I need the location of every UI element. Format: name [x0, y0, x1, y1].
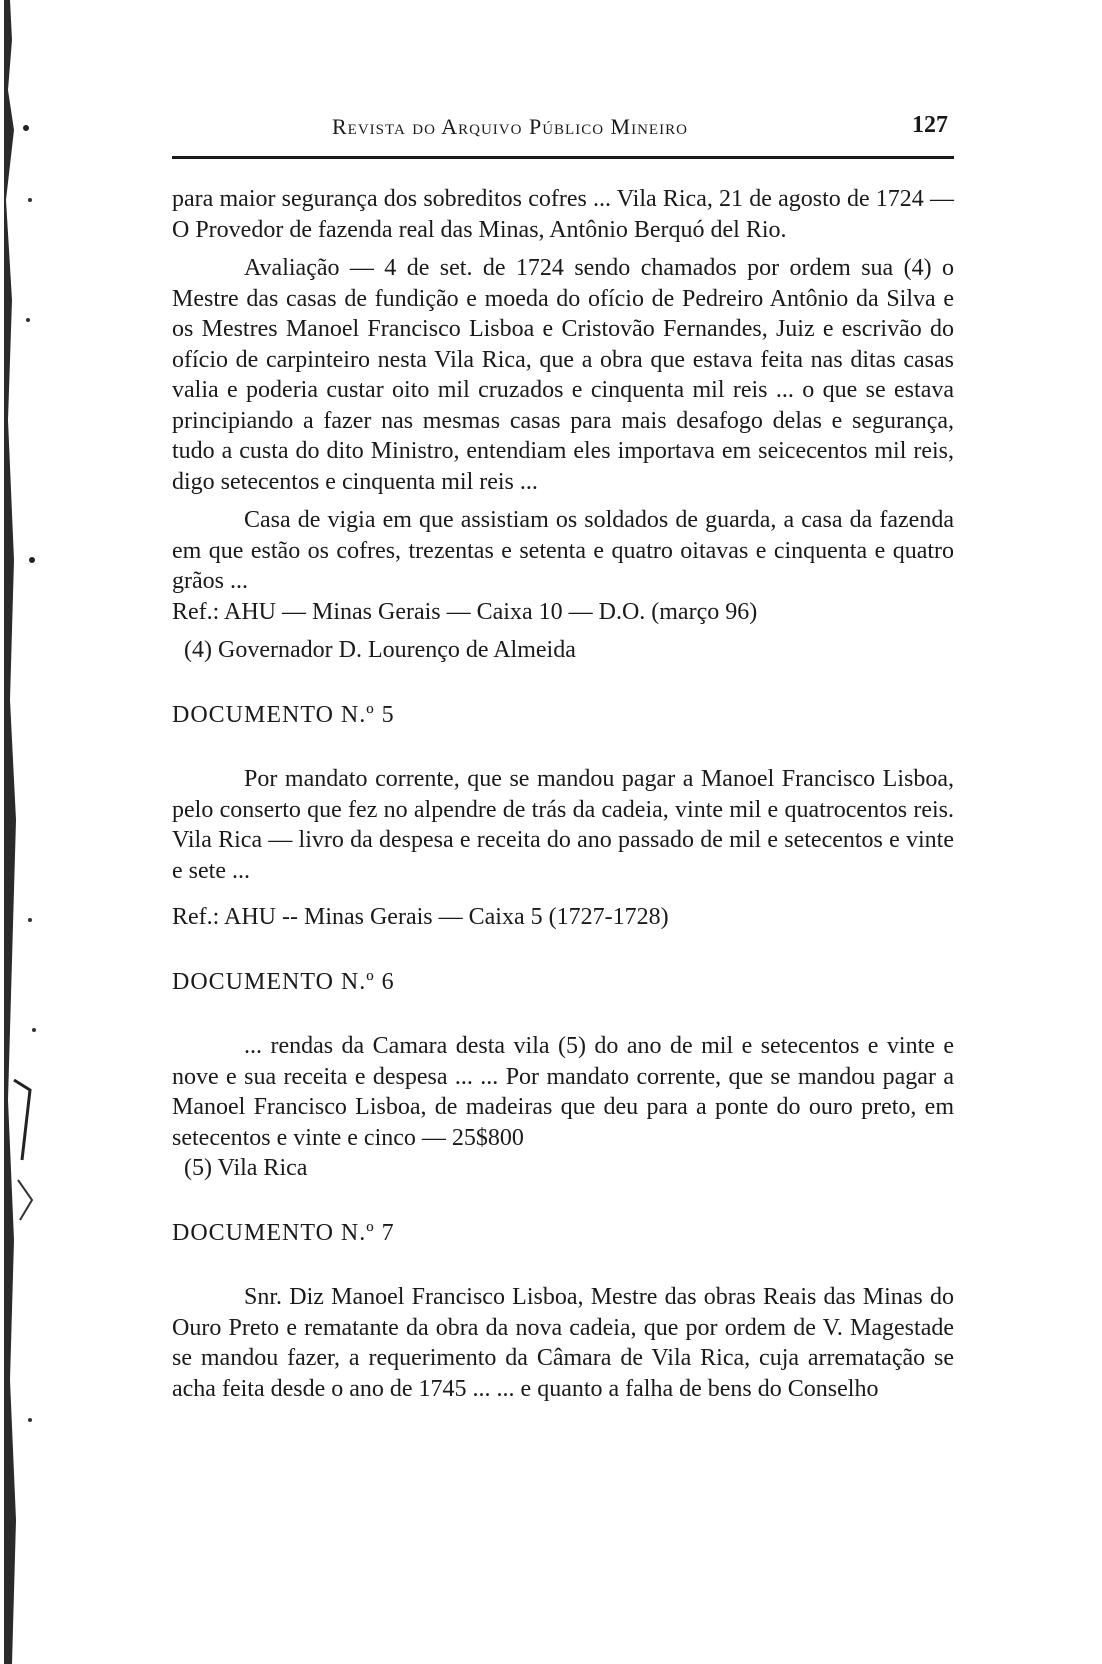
page-header [172, 110, 954, 150]
body-text [172, 184, 954, 1404]
running-head: Revista do Arquivo Público Mineiro [332, 114, 688, 139]
header-rule [172, 156, 954, 159]
paragraph: Snr. Diz Manoel Francisco Lisboa, Mestre das obras Reais das Minas do Ouro Preto e rematante da obra da nova cadeia, que por ordem de V. Magestade se mandou fazer, a requerimento da Câmara de Vila Rica, cuja arrematação se acha feita desde o ano de 1745 ... ... e quanto a falha de bens do Conselho [172, 1284, 954, 1402]
document-heading: DOCUMENTO N.º 5 [172, 701, 395, 728]
footnote: (5) Vila Rica [184, 1155, 308, 1181]
document-heading: DOCUMENTO N.º 6 [172, 968, 395, 995]
paragraph: Por mandato corrente, que se mandou pagar a Manoel Francisco Lisboa, pelo conserto que fez no alpendre de trás da cadeia, vinte mil e quatrocentos reis. Vila Rica — livro da despesa e receita do ano passado de mil e setecentos e vinte e sete ... [172, 766, 954, 884]
reference-line: Ref.: AHU — Minas Gerais — Caixa 10 — D.O. (março 96) [172, 598, 758, 625]
paragraph: ... rendas da Camara desta vila (5) do ano de mil e setecentos e vinte e nove e sua receita e despesa ... ... Por mandato corrente, que se mandou pagar a Manoel Francisco Lisboa, de madeiras que deu para a ponte do ouro preto, em setecentos e vinte e cinco — 25$800 [172, 1033, 954, 1151]
paragraph: Casa de vigia em que assistiam os soldados de guarda, a casa da fazenda em que estão os cofres, trezentas e setenta e quatro oitavas e cinquenta e quatro grãos ... [172, 507, 954, 594]
page-number: 127 [912, 112, 948, 138]
paragraph: para maior segurança dos sobreditos cofres ... Vila Rica, 21 de agosto de 1724 — O Provedor de fazenda real das Minas, Antônio Berquó del Rio. [172, 186, 954, 243]
footnote: (4) Governador D. Lourenço de Almeida [184, 637, 576, 663]
reference-line: Ref.: AHU -- Minas Gerais — Caixa 5 (1727-1728) [172, 904, 669, 930]
paragraph: Avaliação — 4 de set. de 1724 sendo chamados por ordem sua (4) o Mestre das casas de fundição e moeda do ofício de Pedreiro Antônio da Silva e os Mestres Manoel Francisco Lisboa e Cristovão Fernandes, Juiz e escrivão do ofício de carpinteiro nesta Vila Rica, que a obra que estava feita nas ditas casas valia e poderia custar oito mil cruzados e cinquenta mil reis ... o que se estava principiando a fazer nas mesmas casas para mais desafogo delas e segurança, tudo a custa do dito Ministro, entendiam eles importava em seicecentos mil reis, digo setecentos e cinquenta mil reis ... [172, 255, 954, 495]
document-heading: DOCUMENTO N.º 7 [172, 1219, 395, 1246]
scan-edge-artifact [0, 0, 46, 1664]
